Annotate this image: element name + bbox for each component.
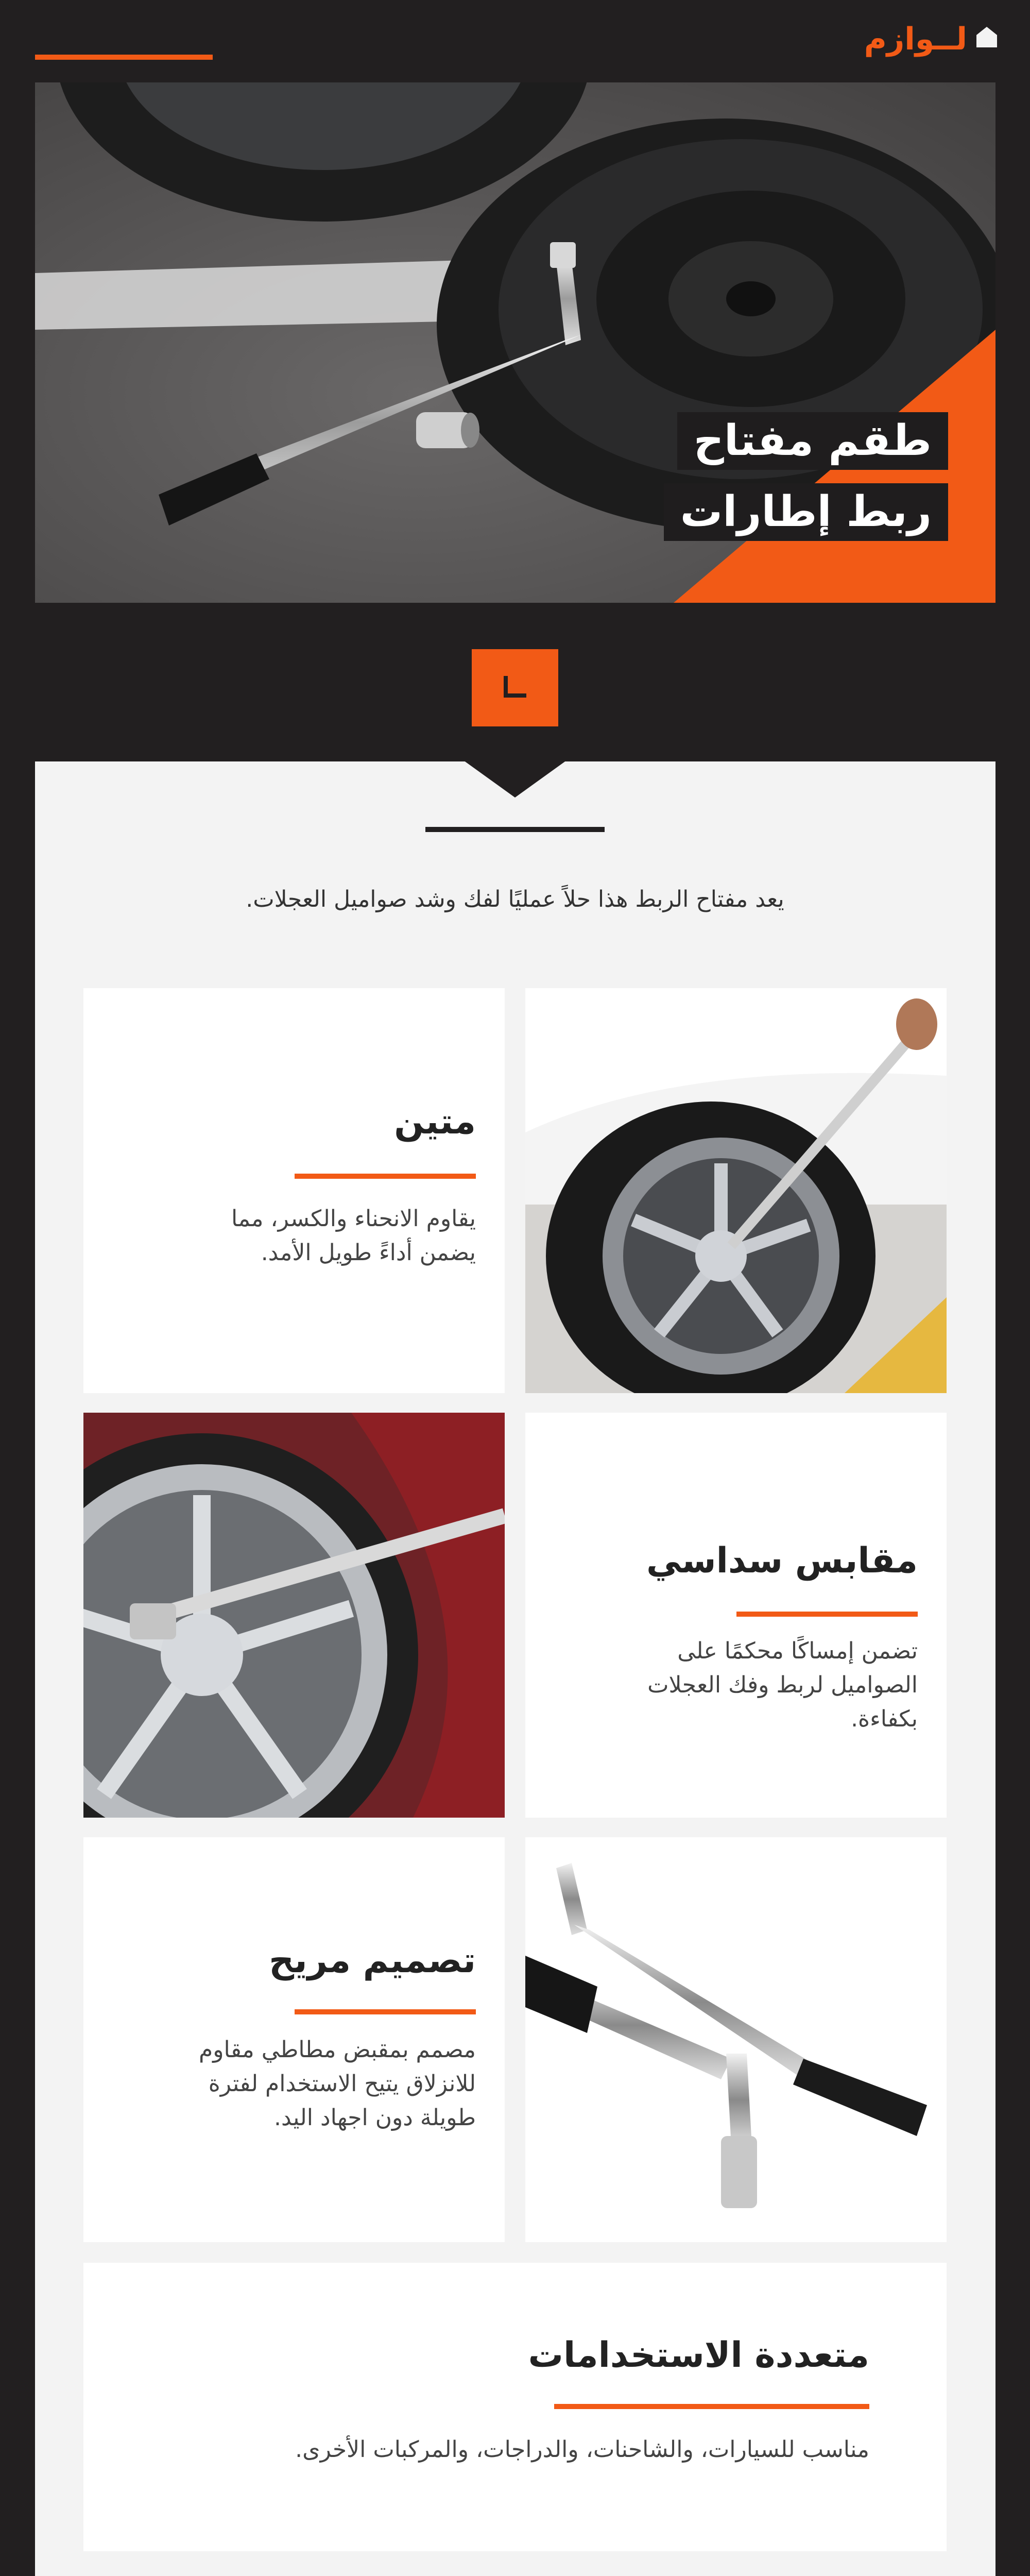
- feature-title-bar: [295, 1174, 476, 1179]
- feature-card-ergonomic: [83, 1837, 505, 2242]
- feature-image-ergonomic: [525, 1837, 947, 2242]
- hero-title-line2: ربط إطارات: [664, 483, 948, 541]
- rim-socket-photo: [83, 1413, 505, 1818]
- logo-mark-icon: [472, 649, 558, 726]
- intro-text: يعد مفتاح الربط هذا حلاً عمليًا لفك وشد صواميل العجلات.: [246, 886, 784, 912]
- feature-title: تصميم مريح: [269, 1940, 476, 1981]
- panel-notch: [464, 760, 566, 798]
- feature-title: مقابس سداسي: [646, 1540, 918, 1581]
- feature-text: يقاوم الانحناء والكسر، مما يضمن أداءً طويل الأمد.: [231, 1206, 476, 1266]
- feature-text: مناسب للسيارات، والشاحنات، والدراجات، والمركبات الأخرى.: [295, 2436, 869, 2463]
- feature-title-bar: [736, 1612, 918, 1617]
- logo-house-icon: [975, 25, 998, 48]
- feature-title-bar: [554, 2404, 869, 2409]
- feature-title: متين: [394, 1101, 476, 1142]
- feature-text: مصمم بمقبض مطاطي مقاوم للانزلاق يتيح الاستخدام لفترة طويلة دون اجهاد اليد.: [198, 2037, 476, 2131]
- feature-title-bar: [295, 2009, 476, 2014]
- feature-card-versatile: [83, 2263, 947, 2551]
- feature-card-durable: [83, 988, 505, 1393]
- header-accent-line: [35, 55, 213, 60]
- feature-image-hex: [83, 1413, 505, 1818]
- brand-name: لــوازم: [864, 21, 967, 57]
- hero-title-line1: طقم مفتاح: [677, 412, 948, 470]
- wheel-wrench-photo: [525, 988, 947, 1393]
- brand-logo[interactable]: [792, 23, 998, 59]
- feature-title: متعددة الاستخدامات: [528, 2335, 869, 2376]
- intro-divider: [425, 827, 605, 832]
- feature-text: تضمن إمساكًا محكمًا على الصواميل لربط وفك العجلات بكفاءة.: [647, 1638, 918, 1732]
- feature-image-durable: [525, 988, 947, 1393]
- hero-banner: [35, 82, 995, 603]
- feature-card-hex: [525, 1413, 947, 1818]
- wrench-product-photo: [525, 1837, 947, 2242]
- section-marker: [472, 649, 558, 726]
